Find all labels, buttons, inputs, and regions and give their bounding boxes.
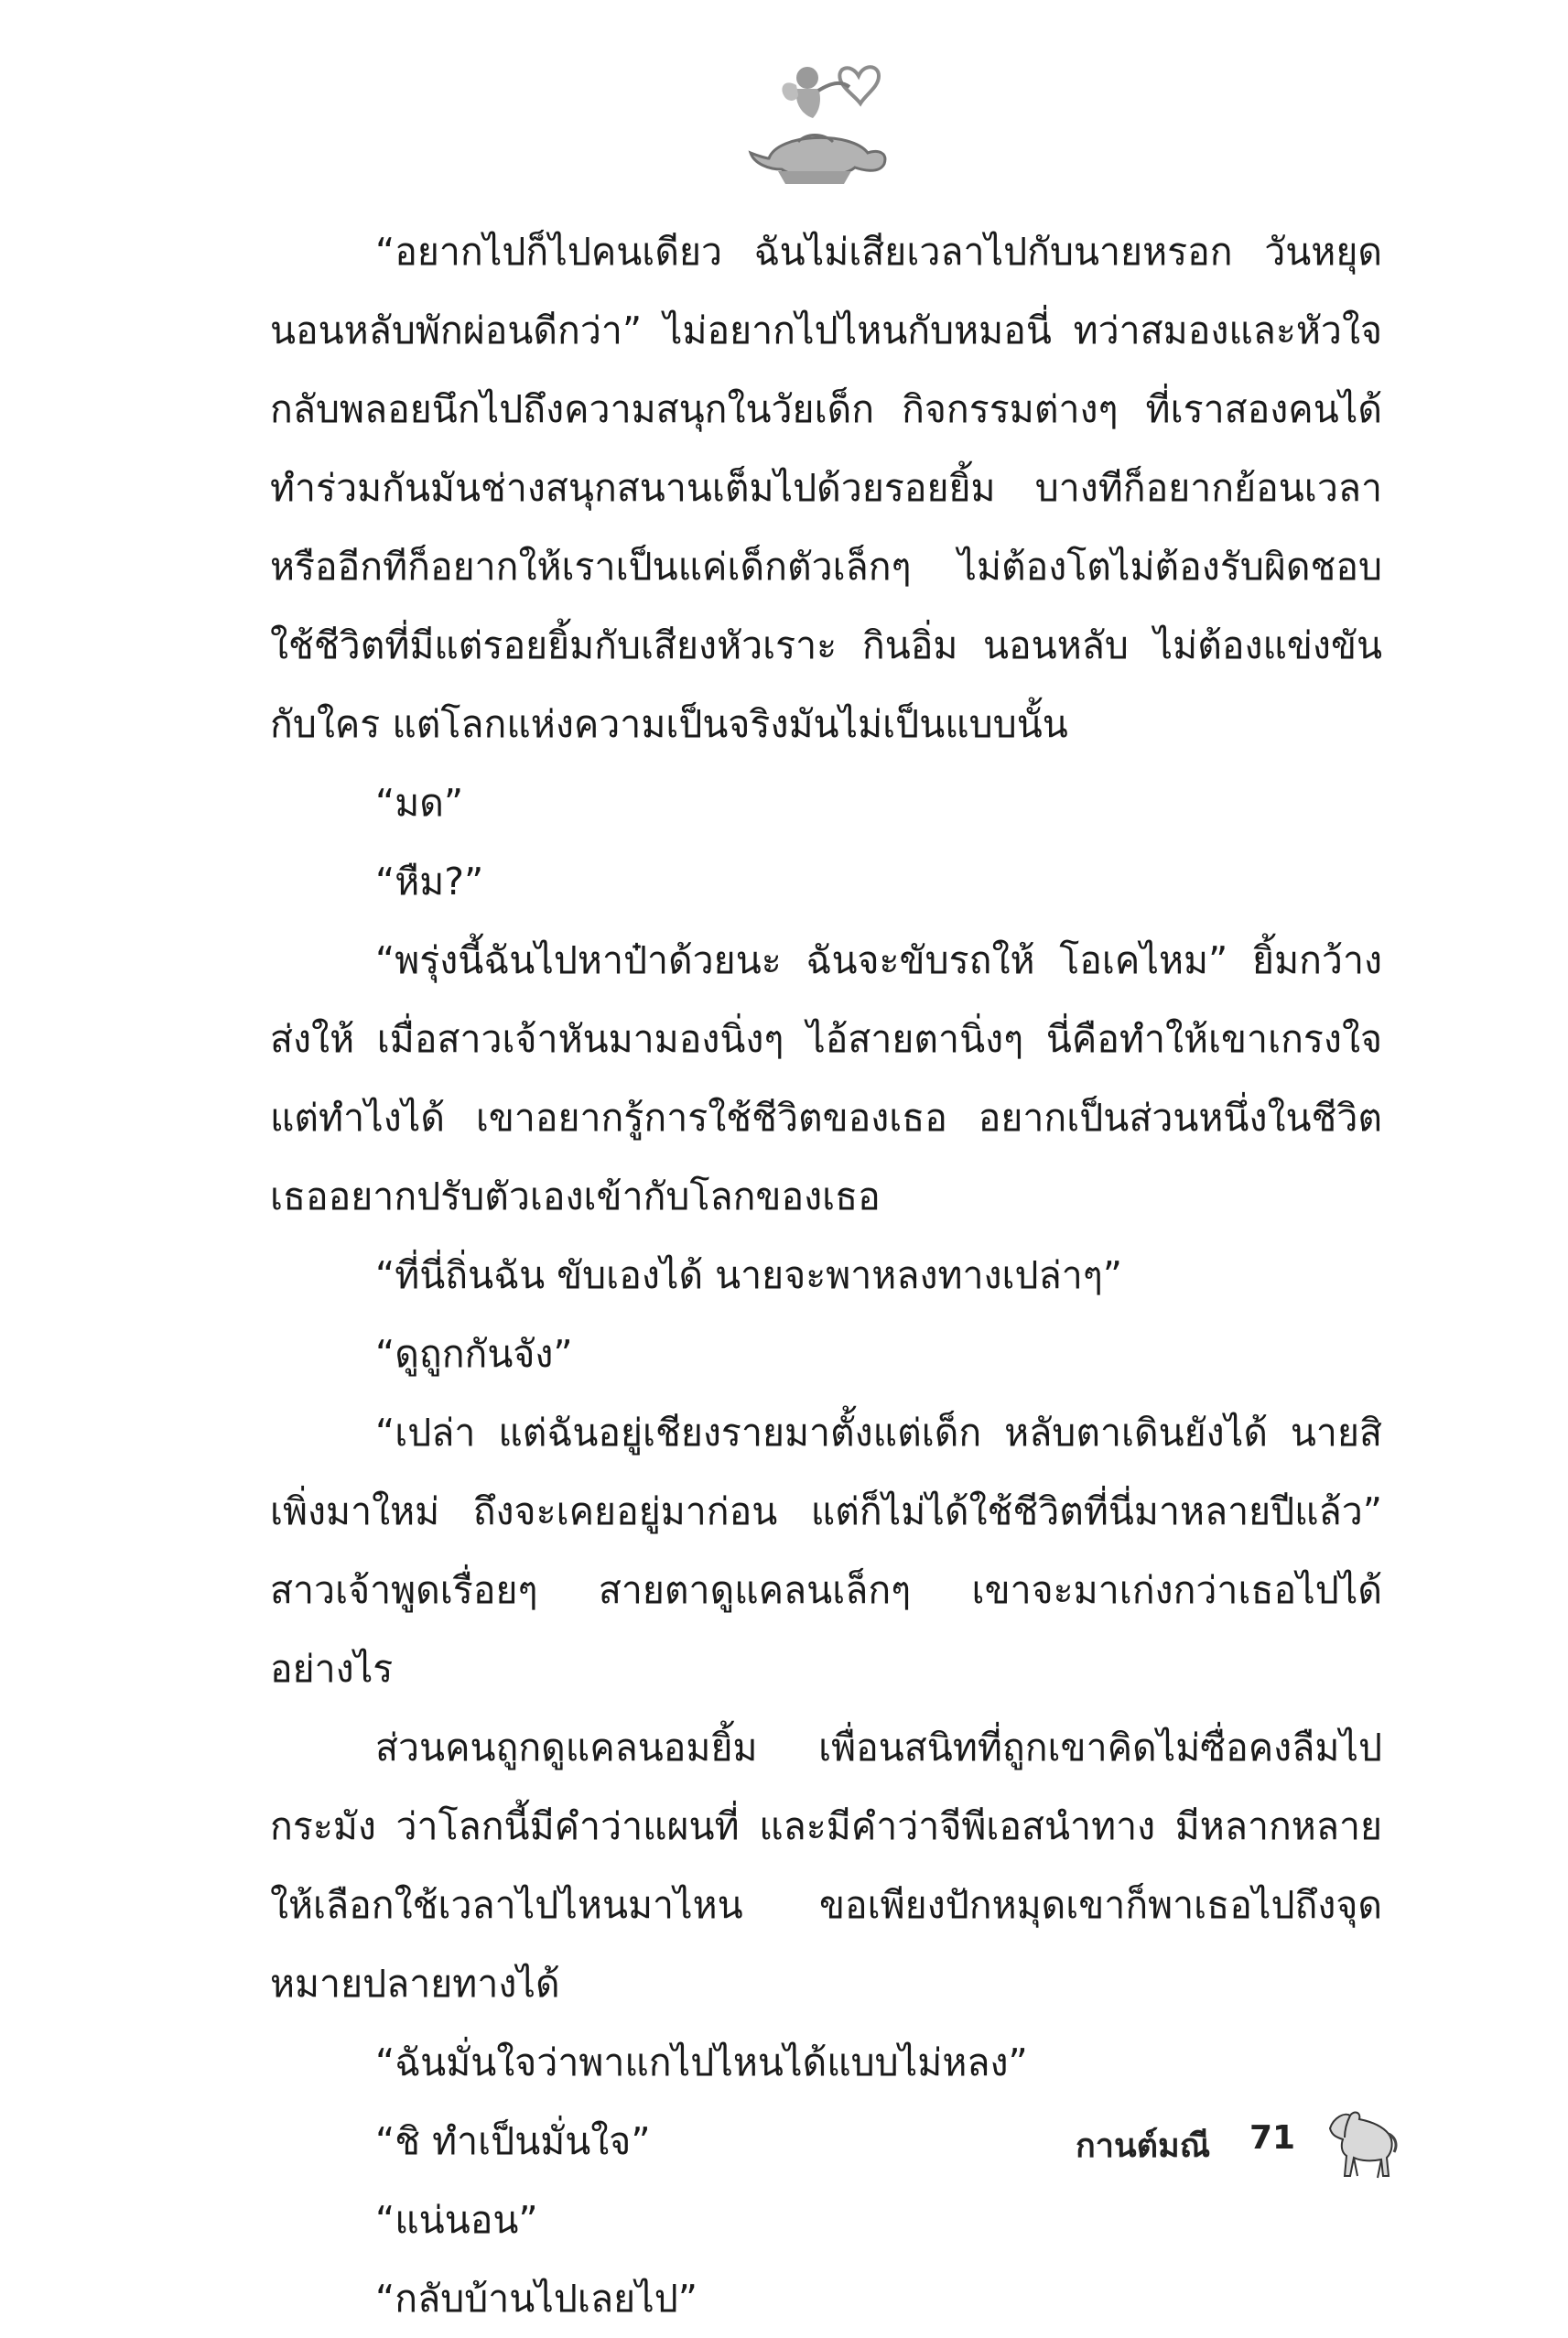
dialogue-line: “ดูถูกกันจัง”	[375, 1332, 573, 1376]
dialogue-line: “ที่นี่ถิ่นฉัน ขับเองได้ นายจะพาหลงทางเปล่าๆ”	[375, 1253, 1122, 1297]
dialogue-line: “แน่นอน”	[375, 2198, 538, 2242]
lamp-ornament-icon	[741, 50, 897, 188]
page-footer	[1062, 2092, 1400, 2192]
paragraph: “อยากไปก็ไปคนเดียว ฉันไม่เสียเวลาไปกับนายหรอก วันหยุดนอนหลับพักผ่อนดีกว่า” ไม่อยากไปไหนกับหมอนี่ ทว่าสมองและหัวใจกลับพลอยนึกไปถึงความสนุกในวัยเด็ก กิจกรรมต่างๆ ที่เราสองคนได้ทำร่วมกันมันช่างสนุกสนานเต็มไปด้วยรอยยิ้ม บางทีก็อยากย้อนเวลาหรืออีกทีก็อยากให้เราเป็นแค่เด็กตัวเล็กๆ ไม่ต้องโตไม่ต้องรับผิดชอบใช้ชีวิตที่มีแต่รอยยิ้มกับเสียงหัวเราะ กินอิ่ม นอนหลับ ไม่ต้องแข่งขันกับใคร แต่โลกแห่งความเป็นจริงมันไม่เป็นแบบนั้น	[270, 230, 1382, 746]
paragraph: “พรุ่งนี้ฉันไปหาป๋าด้วยนะ ฉันจะขับรถให้ โอเคไหม” ยิ้มกว้างส่งให้ เมื่อสาวเจ้าหันมามองนิ่งๆ ไอ้สายตานิ่งๆ นี่คือทำให้เขาเกรงใจแต่ทำไงได้ เขาอยากรู้การใช้ชีวิตของเธอ อยากเป็นส่วนหนึ่งในชีวิตเธออยากปรับตัวเองเข้ากับโลกของเธอ	[270, 938, 1382, 1218]
dialogue-line: “มด”	[375, 781, 464, 825]
dialogue-line: “ฉันมั่นใจว่าพาแกไปไหนได้แบบไม่หลง”	[375, 2040, 1028, 2084]
dialogue-line: “หืม?”	[375, 860, 484, 904]
horse-icon	[1314, 2101, 1400, 2183]
paragraph: ส่วนคนถูกดูแคลนอมยิ้ม เพื่อนสนิทที่ถูกเขาคิดไม่ซื่อคงลืมไปกระมัง ว่าโลกนี้มีคำว่าแผนที่ และมีคำว่าจีพีเอสนำทาง มีหลากหลายให้เลือกใช้เวลาไปไหนมาไหน ขอเพียงปักหมุดเขาก็พาเธอไปถึงจุดหมายปลายทางได้	[270, 1726, 1382, 2006]
book-title: กานต์มณี	[1076, 2127, 1211, 2165]
dialogue-line: “กลับบ้านไปเลยไป”	[375, 2277, 697, 2321]
story-text	[270, 212, 1382, 2338]
dialogue-line: “ชิ ทำเป็นมั่นใจ”	[375, 2119, 651, 2163]
page-number: 71	[1249, 2119, 1296, 2157]
paragraph: “เปล่า แต่ฉันอยู่เชียงรายมาตั้งแต่เด็ก หลับตาเดินยังได้ นายสิเพิ่งมาใหม่ ถึงจะเคยอยู่มาก่อน แต่ก็ไม่ได้ใช้ชีวิตที่นี่มาหลายปีแล้ว” สาวเจ้าพูดเรื่อยๆ สายตาดูแคลนเล็กๆ เขาจะมาเก่งกว่าเธอไปได้อย่างไร	[270, 1411, 1382, 1691]
